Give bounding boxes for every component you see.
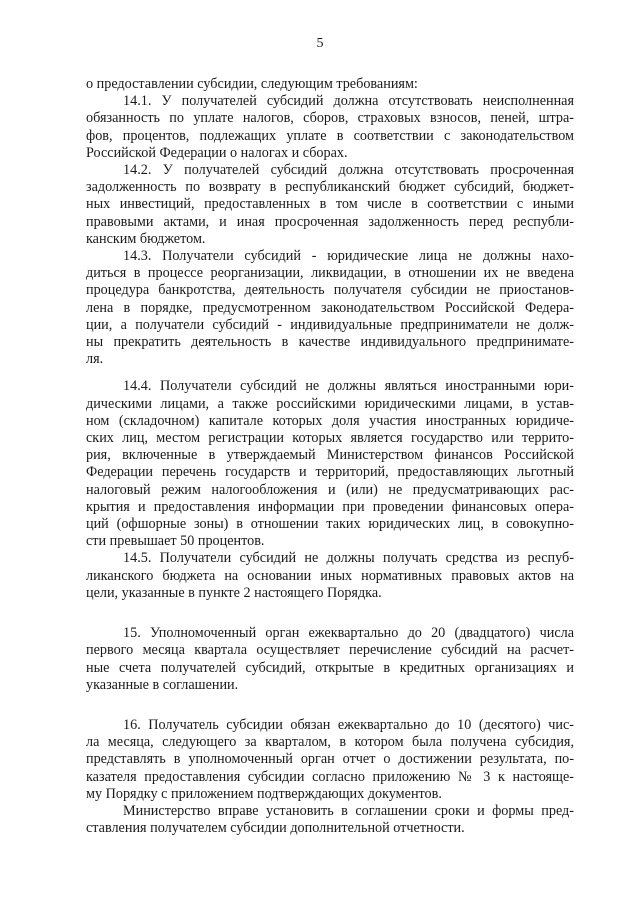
text-line: Министерство вправе установить в соглашении сроки и формы пред- [123,802,574,819]
text-line: ла месяца, следующего за кварталом, в котором была получена субсидия, [86,734,574,751]
paragraph-intro [86,76,574,93]
text-line: процедура банкротства, деятельность получателя субсидии не приостанов- [86,282,574,299]
paragraph-14-5 [86,550,574,602]
paragraph-15 [86,625,574,694]
text-line: ции, а получатели субсидий - индивидуальные предприниматели не долж- [86,316,574,333]
text-line: фов, процентов, подлежащих уплате в соответствии с законодательством [86,127,574,144]
text-line: представлять в уполномоченный орган отчет о достижении результата, по- [86,751,574,768]
text-line: ских лиц, местом регистрации которых является государство или террито- [86,430,574,447]
text-line: ций (офшорные зоны) в отношении таких юридических лиц, в совокупно- [86,516,574,533]
paragraph-spacer [86,694,574,717]
text-line: ном (складочном) капитале которых доля участия иностранных юридиче- [86,412,574,429]
text-line: диться в процессе реорганизации, ликвидации, в отношении их не введена [86,265,574,282]
text-line: сти превышает 50 процентов. [86,533,265,550]
text-line: о предоставлении субсидии, следующим требованиям: [86,76,418,92]
text-line: ны прекратить деятельность в качестве индивидуального предпринимате- [86,334,574,351]
text-line: 14.4. Получатели субсидий не должны являться иностранными юри- [123,378,574,395]
text-line: казателя предоставления субсидии согласно приложению № 3 к настояще- [86,768,574,785]
text-line: ных инвестиций, предоставленных в том числе в соответствии с иными [86,196,574,213]
text-line: ликанского бюджета на основании иных нормативных правовых актов на [86,567,574,584]
paragraph-14-1 [86,93,574,162]
text-line: 14.1. У получателей субсидий должна отсутствовать неисполненная [123,93,574,110]
text-line: ля. [86,351,104,368]
text-line: 16. Получатель субсидии обязан ежеквартально до 10 (десятого) чис- [123,716,574,733]
paragraph-14-4 [86,378,574,550]
text-line: рия, включенные в утверждаемый Министерством финансов Российской [86,447,574,464]
page-number: 5 [316,36,324,51]
text-line: канским бюджетом. [86,230,206,247]
text-line: правовыми актами, и иная просроченная задолженность перед республи- [86,213,574,230]
paragraph-spacer [86,368,574,378]
text-line: 14.2. У получателей субсидий должна отсутствовать просроченная [123,162,574,179]
text-line: 14.3. Получатели субсидий - юридические лица не должны нахо- [123,248,574,265]
text-line: первого месяца квартала осуществляет перечисление субсидий на расчет- [86,642,574,659]
text-line: Федерации перечень государств и территорий, предоставляющих льготный [86,464,574,481]
text-line: налоговый режим налогообложения и (или) не предусматривающих рас- [86,481,574,498]
text-line: указанные в соглашении. [86,676,239,693]
text-line: 14.5. Получатели субсидий не должны получать средства из респуб- [123,550,574,567]
paragraph-spacer [86,602,574,625]
text-line: лена в порядке, предусмотренном законодательством Российской Федера- [86,299,574,316]
text-line: 15. Уполномоченный орган ежеквартально до 20 (двадцатого) числа [123,625,574,642]
text-line: му Порядку с приложением подтверждающих документов. [86,785,442,802]
text-line: дическими лицами, а также российскими юридическими лицами, в устав- [86,395,574,412]
paragraph-14-2 [86,162,574,248]
paragraph-16 [86,717,574,803]
text-line: ставления получателем субсидии дополнительной отчетности. [86,820,465,837]
paragraph-14-3 [86,248,574,368]
text-line: задолженность по возврату в республиканский бюджет субсидий, бюджет- [86,179,574,196]
text-line: ные счета получателей субсидий, открытые в кредитных организациях и [86,659,574,676]
text-line: Российской Федерации о налогах и сборах. [86,144,348,161]
text-line: цели, указанные в пункте 2 настоящего Порядка. [86,584,382,601]
paragraph-16-ministry [86,803,574,837]
text-line: обязанность по уплате налогов, сборов, страховых взносов, пеней, штра- [86,110,574,127]
text-line: крытия и предоставления информации при проведении финансовых опера- [86,498,574,515]
document-body [86,76,574,837]
